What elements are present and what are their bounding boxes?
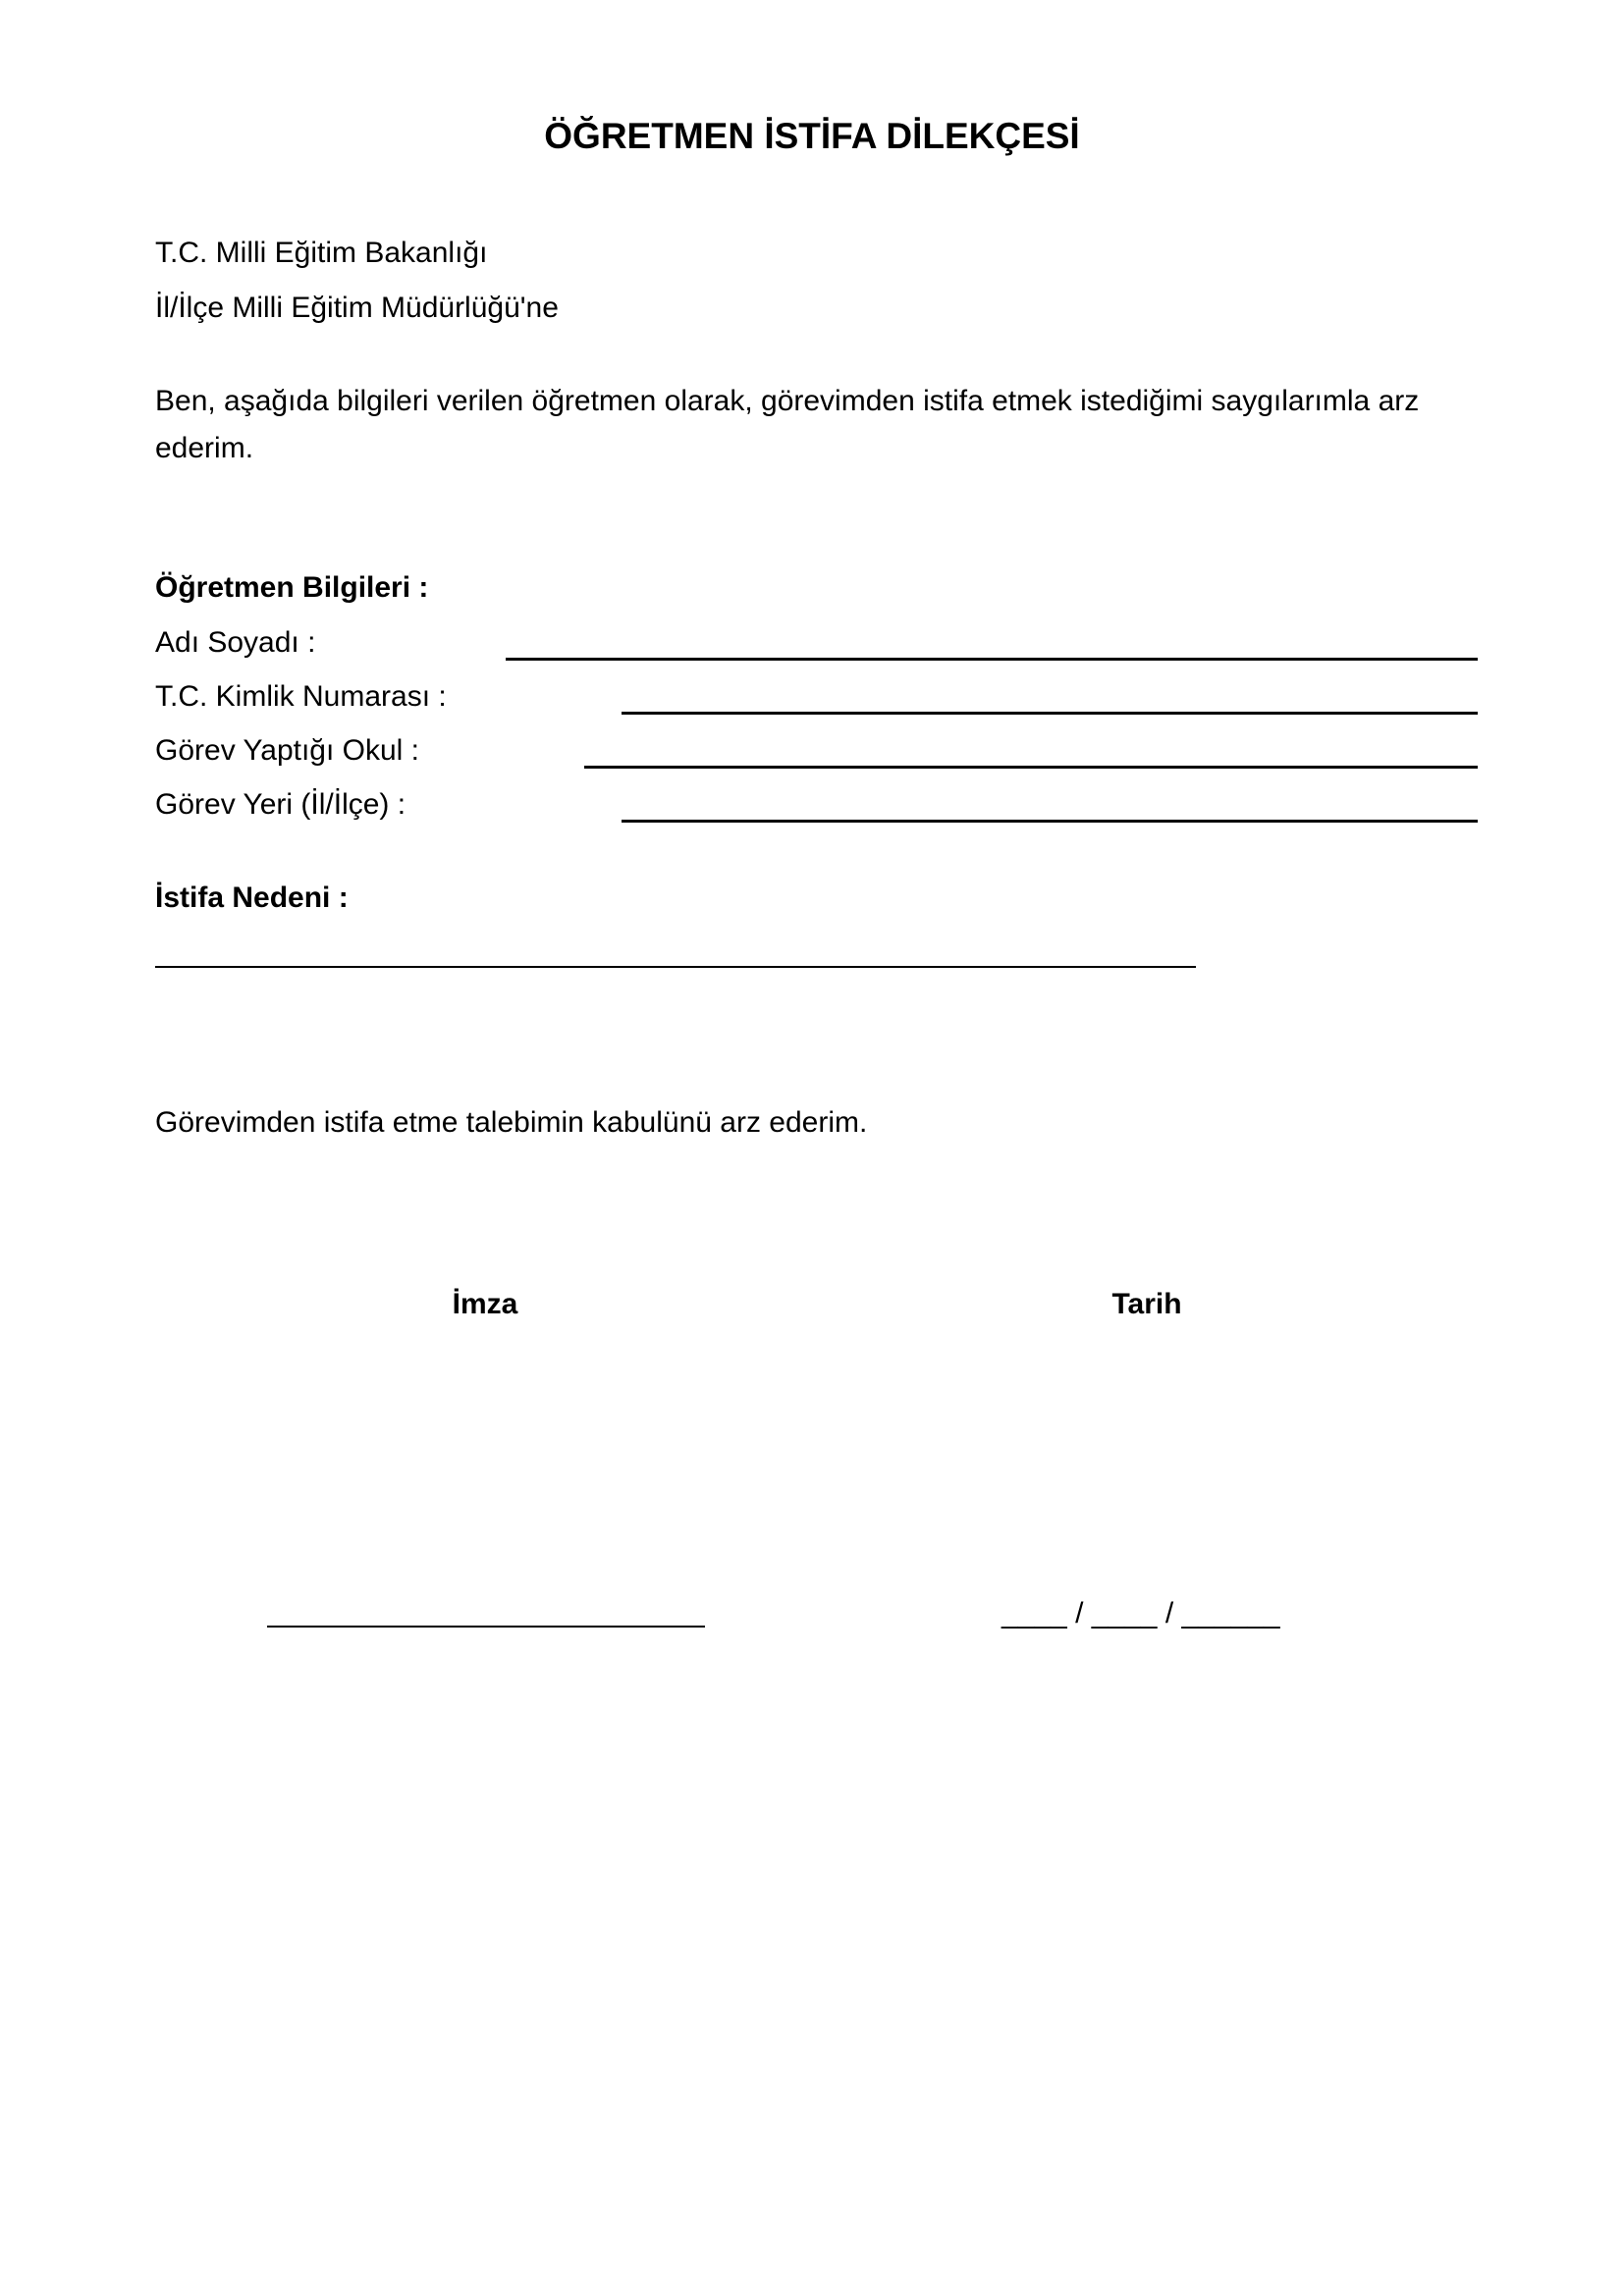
addressee-line-2: İl/İlçe Milli Eğitim Müdürlüğü'ne bbox=[155, 292, 559, 324]
signature-label: İmza bbox=[452, 1288, 518, 1320]
location-label: Görev Yeri (İl/İlçe) : bbox=[155, 788, 406, 821]
date-label: Tarih bbox=[1111, 1288, 1182, 1320]
document-title: ÖĞRETMEN İSTİFA DİLEKÇESİ bbox=[544, 116, 1080, 156]
reason-underline[interactable] bbox=[155, 966, 1196, 968]
reason-heading: İstifa Nedeni : bbox=[155, 881, 349, 914]
date-field[interactable]: ____ / ____ / ______ bbox=[1001, 1597, 1280, 1629]
location-underline[interactable] bbox=[622, 820, 1478, 823]
name-label: Adı Soyadı : bbox=[155, 626, 316, 659]
teacher-info-heading: Öğretmen Bilgileri : bbox=[155, 571, 429, 604]
closing-statement: Görevimden istifa etme talebimin kabulünü arz ederim. bbox=[155, 1106, 868, 1139]
school-label: Görev Yaptığı Okul : bbox=[155, 734, 420, 767]
intro-line-2: ederim. bbox=[155, 432, 254, 464]
intro-line-1: Ben, aşağıda bilgileri verilen öğretmen olarak, görevimden istifa etmek istediğimi saygılarımla arz bbox=[155, 385, 1420, 417]
id-number-underline[interactable] bbox=[622, 712, 1478, 715]
id-number-label: T.C. Kimlik Numarası : bbox=[155, 680, 447, 713]
signature-underline[interactable] bbox=[267, 1626, 705, 1628]
school-underline[interactable] bbox=[584, 766, 1478, 769]
addressee-line-1: T.C. Milli Eğitim Bakanlığı bbox=[155, 237, 488, 269]
name-underline[interactable] bbox=[506, 658, 1478, 661]
